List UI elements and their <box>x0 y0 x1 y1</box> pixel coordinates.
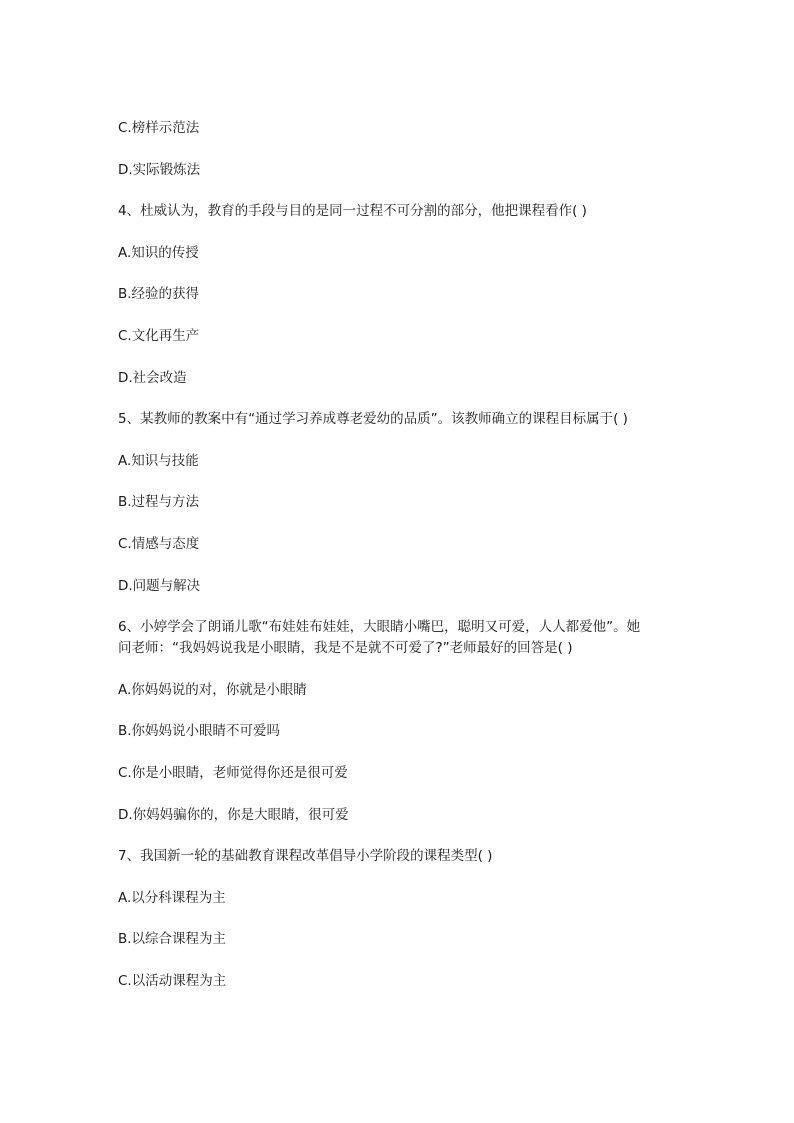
option-b-q7: B.以综合课程为主 <box>118 931 227 947</box>
option-b-q5: B.过程与方法 <box>118 494 200 510</box>
question-5: 5、某教师的教案中有“通过学习养成尊老爱幼的品质”。该教师确立的课程目标属于( ) <box>118 411 628 427</box>
question-6-line-2: 问老师：“我妈妈说我是小眼睛，我是不是就不可爱了?”老师最好的回答是( ) <box>118 640 573 656</box>
question-4: 4、杜威认为，教育的手段与目的是同一过程不可分割的部分，他把课程看作( ) <box>118 203 587 219</box>
option-a-q5: A.知识与技能 <box>118 453 199 469</box>
option-b-q4: B.经验的获得 <box>118 286 200 302</box>
option-d-q4: D.社会改造 <box>118 370 187 386</box>
question-7: 7、我国新一轮的基础教育课程改革倡导小学阶段的课程类型( ) <box>118 848 493 864</box>
question-6-line-1: 6、小婷学会了朗诵儿歌“布娃娃布娃娃，大眼睛小嘴巴，聪明又可爱，人人都爱他”。她 <box>118 619 641 635</box>
option-a-q4: A.知识的传授 <box>118 245 199 261</box>
option-d-q3: D.实际锻炼法 <box>118 162 201 178</box>
option-c-q7: C.以活动课程为主 <box>118 973 227 989</box>
option-d-q5: D.问题与解决 <box>118 578 201 594</box>
option-c-q6: C.你是小眼睛，老师觉得你还是很可爱 <box>118 765 348 781</box>
option-c-q4: C.文化再生产 <box>118 328 200 344</box>
option-a-q7: A.以分科课程为主 <box>118 890 226 906</box>
option-d-q6: D.你妈妈骗你的，你是大眼睛，很可爱 <box>118 807 349 823</box>
option-c-q5: C.情感与态度 <box>118 536 200 552</box>
option-c-q3: C.榜样示范法 <box>118 120 200 136</box>
option-b-q6: B.你妈妈说小眼睛不可爱吗 <box>118 723 281 739</box>
option-a-q6: A.你妈妈说的对，你就是小眼睛 <box>118 682 307 698</box>
